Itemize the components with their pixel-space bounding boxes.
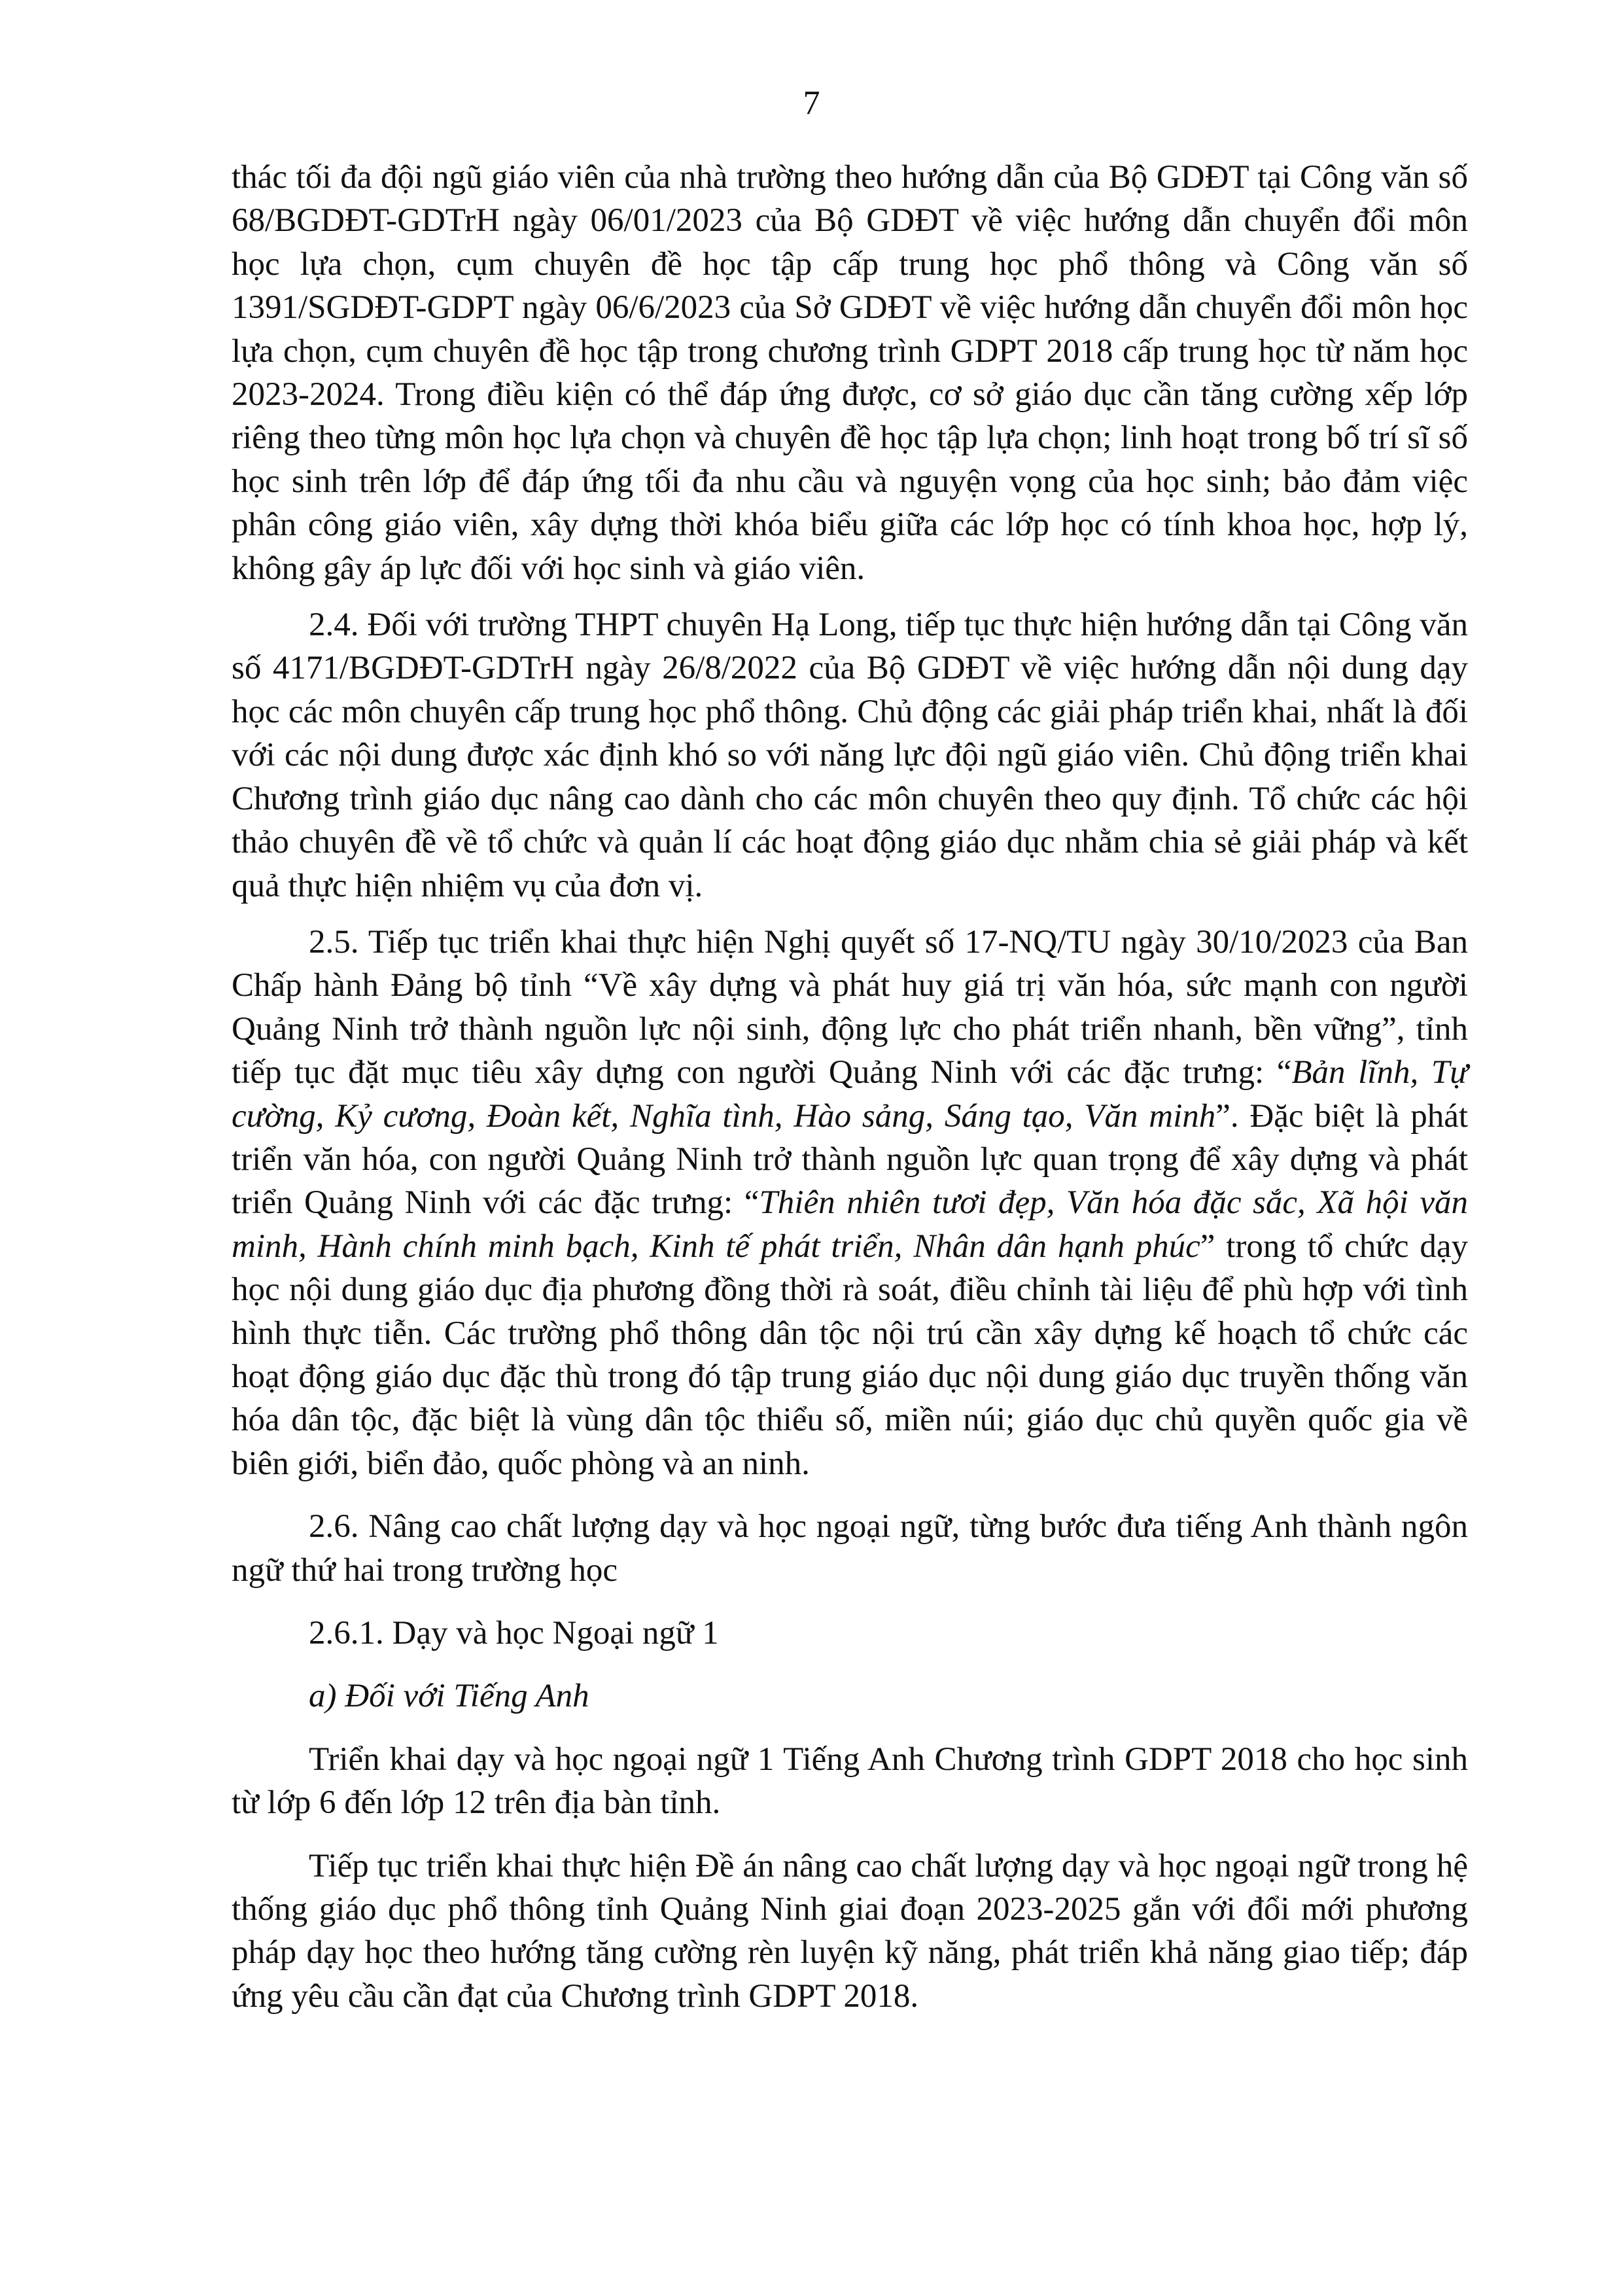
heading-english [232,1674,1468,1718]
text-segment: 2.6. Nâng cao chất lượng dạy và học ngoại ngữ, từng bước đưa tiếng Anh thành ngôn ngữ thứ hai trong trường học [232,1508,1468,1589]
paragraph-2-5 [232,921,1468,1485]
paragraph-english-2 [232,1845,1468,2019]
paragraph-p1 [232,156,1468,590]
text-segment-italic: a) Đối với Tiếng Anh [309,1678,589,1715]
text-segment: 2.4. Đối với trường THPT chuyên Hạ Long, tiếp tục thực hiện hướng dẫn tại Công văn số 4171/BGDĐT-GDTrH ngày 26/8/2022 của Bộ GDĐT về việc hướng dẫn nội dung dạy học các môn chuyên cấp trung học phổ thông. Chủ động các giải pháp triển khai, nhất là đối với các nội dung được xác định khó so với năng lực đội ngũ giáo viên. Chủ động triển khai Chương trình giáo dục nâng cao dành cho các môn chuyên theo quy định. Tổ chức các hội thảo chuyên đề về tổ chức và quản lí các hoạt động giáo dục nhằm chia sẻ giải pháp và kết quả thực hiện nhiệm vụ của đơn vị. [232,607,1468,904]
text-segment: 2.5. Tiếp tục triển khai thực hiện Nghị quyết số 17-NQ/TU ngày 30/10/2023 của Ban Chấp hành Đảng bộ tỉnh “Về xây dựng và phát huy giá trị văn hóa, sức mạnh con người Quảng Ninh trở thành nguồn lực nội sinh, động lực cho phát triển nhanh, bền vững”, tỉnh tiếp tục đặt mục tiêu xây dựng con người Quảng Ninh với các đặc trưng: “ [232,923,1468,1091]
paragraph-2-4 [232,603,1468,908]
page-number: 7 [803,84,820,122]
heading-2-6 [232,1505,1468,1592]
text-segment-italic: Bản lĩnh, Tự cường, Kỷ cương, Đoàn kết, Nghĩa tình, Hào sảng, Sáng tạo, Văn minh [232,1054,1469,1135]
text-segment: 2.6.1. Dạy và học Ngoại ngữ 1 [309,1615,719,1651]
text-segment: ”. Đặc biệt là phát triển văn hóa, con người Quảng Ninh trở thành nguồn lực quan trọng để xây dựng và phát triển Quảng Ninh với các đặc trưng: “ [232,1097,1468,1222]
paragraph-english-1 [232,1738,1468,1825]
text-segment: thác tối đa đội ngũ giáo viên của nhà trường theo hướng dẫn của Bộ GDĐT tại Công văn số 68/BGDĐT-GDTrH ngày 06/01/2023 của Bộ GDĐT về việc hướng dẫn chuyển đổi môn học lựa chọn, cụm chuyên đề học tập cấp trung học phổ thông và Công văn số 1391/SGDĐT-GDPT ngày 06/6/2023 của Sở GDĐT về việc hướng dẫn chuyển đổi môn học lựa chọn, cụm chuyên đề học tập trong chương trình GDPT 2018 cấp trung học từ năm học 2023-2024. Trong điều kiện có thể đáp ứng được, cơ sở giáo dục cần tăng cường xếp lớp riêng theo từng môn học lựa chọn và chuyên đề học tập lựa chọn; linh hoạt trong bố trí sĩ số học sinh trên lớp để đáp ứng tối đa nhu cầu và nguyện vọng của học sinh; bảo đảm việc phân công giáo viên, xây dựng thời khóa biểu giữa các lớp học có tính khoa học, hợp lý, không gây áp lực đối với học sinh và giáo viên. [232,159,1468,587]
text-segment-italic: Thiên nhiên tươi đẹp, Văn hóa đặc sắc, Xã hội văn minh, Hành chính minh bạch, Kinh tế phát triển, Nhân dân hạnh phúc [232,1184,1468,1265]
text-segment: ” trong tổ chức dạy học nội dung giáo dục địa phương đồng thời rà soát, điều chỉnh tài liệu để phù hợp với tình hình thực tiễn. Các trường phổ thông dân tộc nội trú cần xây dựng kế hoạch tổ chức các hoạt động giáo dục đặc thù trong đó tập trung giáo dục nội dung giáo dục truyền thống văn hóa dân tộc, đặc biệt là vùng dân tộc thiểu số, miền núi; giáo dục chủ quyền quốc gia về biên giới, biển đảo, quốc phòng và an ninh. [232,1227,1468,1482]
text-segment: Triển khai dạy và học ngoại ngữ 1 Tiếng Anh Chương trình GDPT 2018 cho học sinh từ lớp 6 đến lớp 12 trên địa bàn tỉnh. [232,1740,1468,1822]
text-segment: Tiếp tục triển khai thực hiện Đề án nâng cao chất lượng dạy và học ngoại ngữ trong hệ thống giáo dục phổ thông tỉnh Quảng Ninh giai đoạn 2023-2025 gắn với đổi mới phương pháp dạy học theo hướng tăng cường rèn luyện kỹ năng, phát triển khả năng giao tiếp; đáp ứng yêu cầu cần đạt của Chương trình GDPT 2018. [232,1847,1468,2015]
document-body [232,156,1468,2018]
heading-2-6-1 [232,1612,1468,1655]
